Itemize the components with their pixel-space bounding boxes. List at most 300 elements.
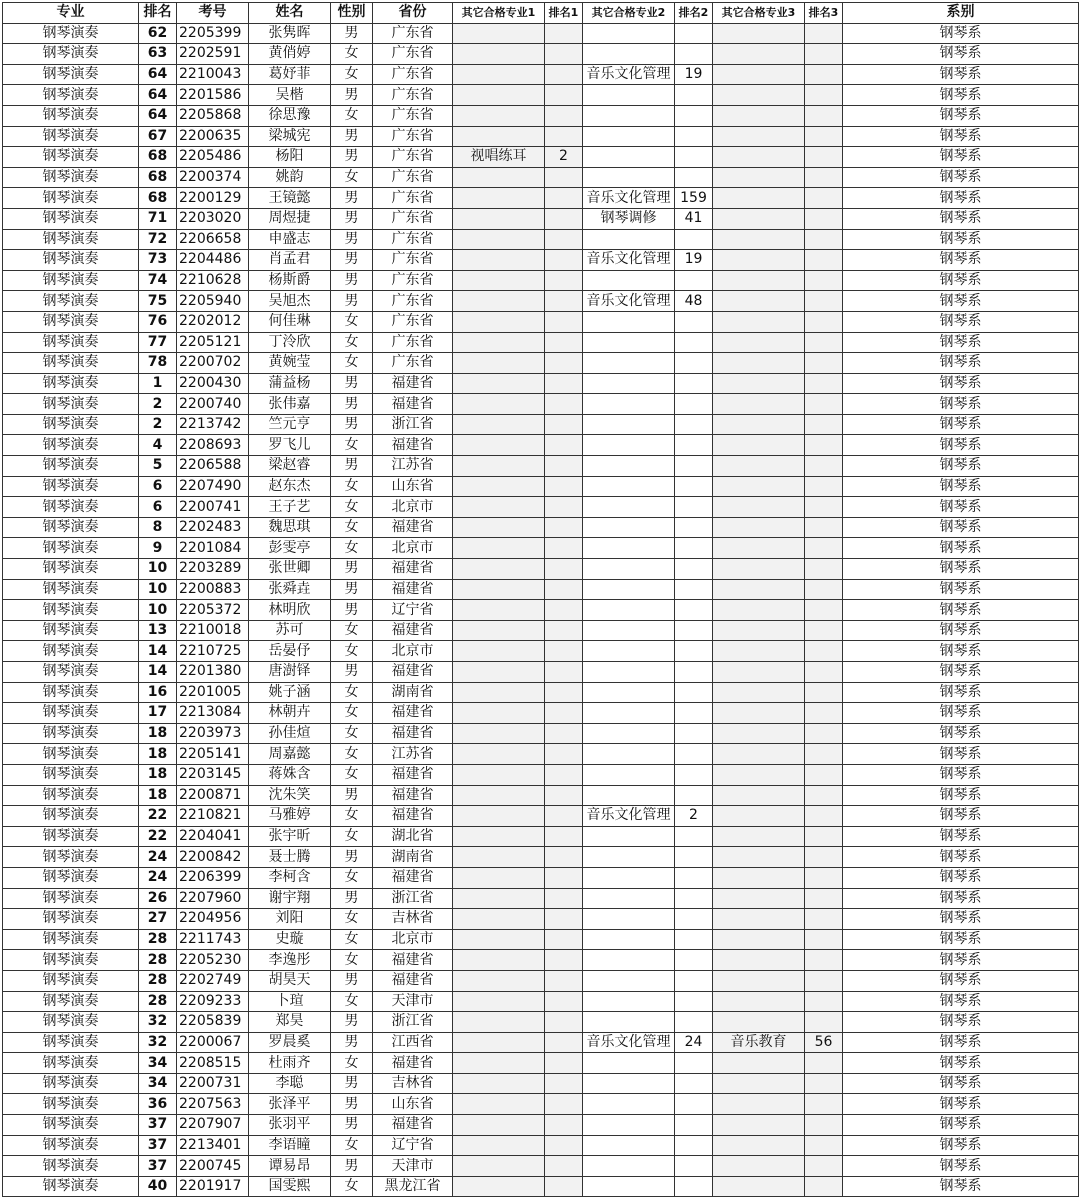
cell-other-major-1	[453, 517, 545, 538]
cell-student-name: 梁城宪	[249, 126, 331, 147]
cell-province: 广东省	[373, 44, 453, 65]
cell-province: 浙江省	[373, 888, 453, 909]
cell-other-major-2	[583, 147, 675, 168]
table-row	[3, 703, 1079, 724]
cell-exam-id: 2203289	[177, 559, 249, 580]
cell-other-major-3	[713, 147, 805, 168]
cell-rank-2	[675, 167, 713, 188]
table-row	[3, 662, 1079, 683]
cell-other-major-3	[713, 1053, 805, 1074]
cell-rank-1	[545, 1012, 583, 1033]
cell-exam-id: 2206588	[177, 456, 249, 477]
cell-other-major-2	[583, 435, 675, 456]
cell-rank-2	[675, 970, 713, 991]
cell-student-name: 史璇	[249, 929, 331, 950]
cell-exam-id: 2213401	[177, 1135, 249, 1156]
cell-rank: 18	[139, 785, 177, 806]
cell-department: 钢琴系	[843, 188, 1079, 209]
cell-rank-3	[805, 620, 843, 641]
cell-student-name: 李语瞳	[249, 1135, 331, 1156]
cell-other-major-3	[713, 456, 805, 477]
cell-exam-id: 2210043	[177, 64, 249, 85]
cell-rank: 22	[139, 806, 177, 827]
cell-rank-2	[675, 1176, 713, 1197]
cell-major: 钢琴演奏	[3, 744, 139, 765]
cell-gender: 女	[331, 1135, 373, 1156]
cell-rank-3	[805, 456, 843, 477]
cell-other-major-3	[713, 188, 805, 209]
cell-rank: 28	[139, 970, 177, 991]
cell-other-major-3	[713, 1094, 805, 1115]
cell-exam-id: 2203020	[177, 208, 249, 229]
cell-gender: 女	[331, 476, 373, 497]
cell-rank-1	[545, 703, 583, 724]
cell-department: 钢琴系	[843, 85, 1079, 106]
cell-rank: 27	[139, 909, 177, 930]
cell-other-major-1	[453, 662, 545, 683]
cell-rank-3	[805, 888, 843, 909]
cell-other-major-2	[583, 353, 675, 374]
cell-gender: 男	[331, 559, 373, 580]
cell-gender: 男	[331, 1073, 373, 1094]
cell-student-name: 罗晨奚	[249, 1032, 331, 1053]
table-row	[3, 105, 1079, 126]
cell-other-major-2: 钢琴调修	[583, 208, 675, 229]
table-row	[3, 229, 1079, 250]
cell-other-major-3	[713, 929, 805, 950]
cell-exam-id: 2200067	[177, 1032, 249, 1053]
cell-other-major-1	[453, 64, 545, 85]
cell-rank-2	[675, 497, 713, 518]
cell-major: 钢琴演奏	[3, 538, 139, 559]
cell-other-major-2: 音乐文化管理	[583, 188, 675, 209]
cell-rank-2	[675, 703, 713, 724]
cell-department: 钢琴系	[843, 826, 1079, 847]
cell-exam-id: 2207907	[177, 1115, 249, 1136]
table-row	[3, 167, 1079, 188]
cell-rank-2	[675, 1094, 713, 1115]
cell-gender: 男	[331, 785, 373, 806]
cell-rank-2	[675, 44, 713, 65]
table-row	[3, 785, 1079, 806]
cell-rank-3	[805, 353, 843, 374]
cell-rank-1	[545, 785, 583, 806]
header-gender: 性别	[331, 3, 373, 24]
cell-rank: 17	[139, 703, 177, 724]
cell-student-name: 赵东杰	[249, 476, 331, 497]
cell-other-major-1	[453, 270, 545, 291]
cell-major: 钢琴演奏	[3, 23, 139, 44]
cell-rank: 40	[139, 1176, 177, 1197]
cell-major: 钢琴演奏	[3, 559, 139, 580]
cell-rank: 28	[139, 929, 177, 950]
cell-exam-id: 2211743	[177, 929, 249, 950]
cell-rank-3	[805, 126, 843, 147]
cell-department: 钢琴系	[843, 641, 1079, 662]
cell-rank-1	[545, 44, 583, 65]
cell-rank: 64	[139, 85, 177, 106]
cell-gender: 男	[331, 579, 373, 600]
cell-rank-1	[545, 311, 583, 332]
cell-gender: 女	[331, 909, 373, 930]
cell-gender: 男	[331, 188, 373, 209]
cell-rank-2	[675, 517, 713, 538]
cell-rank-1	[545, 1073, 583, 1094]
cell-department: 钢琴系	[843, 1156, 1079, 1177]
cell-province: 黑龙江省	[373, 1176, 453, 1197]
cell-other-major-1	[453, 909, 545, 930]
cell-rank-2	[675, 373, 713, 394]
cell-major: 钢琴演奏	[3, 970, 139, 991]
cell-other-major-1	[453, 703, 545, 724]
table-row	[3, 847, 1079, 868]
cell-gender: 女	[331, 1176, 373, 1197]
cell-other-major-1	[453, 208, 545, 229]
cell-gender: 男	[331, 291, 373, 312]
cell-rank-3	[805, 929, 843, 950]
cell-rank: 10	[139, 579, 177, 600]
cell-rank-2	[675, 414, 713, 435]
table-row	[3, 1156, 1079, 1177]
cell-student-name: 申盛志	[249, 229, 331, 250]
cell-other-major-1	[453, 785, 545, 806]
cell-department: 钢琴系	[843, 44, 1079, 65]
cell-exam-id: 2200129	[177, 188, 249, 209]
cell-rank-2	[675, 85, 713, 106]
cell-other-major-3	[713, 662, 805, 683]
cell-gender: 男	[331, 373, 373, 394]
cell-rank-3	[805, 785, 843, 806]
cell-other-major-3	[713, 44, 805, 65]
header-department: 系别	[843, 3, 1079, 24]
cell-rank-3	[805, 394, 843, 415]
cell-student-name: 吴旭杰	[249, 291, 331, 312]
cell-department: 钢琴系	[843, 703, 1079, 724]
cell-rank-3	[805, 229, 843, 250]
cell-major: 钢琴演奏	[3, 620, 139, 641]
cell-rank-1	[545, 1094, 583, 1115]
cell-province: 广东省	[373, 85, 453, 106]
cell-student-name: 吴楷	[249, 85, 331, 106]
cell-rank-2	[675, 456, 713, 477]
cell-department: 钢琴系	[843, 662, 1079, 683]
cell-rank-2	[675, 579, 713, 600]
table-body	[3, 23, 1079, 1197]
cell-department: 钢琴系	[843, 909, 1079, 930]
cell-rank-2	[675, 1012, 713, 1033]
cell-exam-id: 2201380	[177, 662, 249, 683]
cell-department: 钢琴系	[843, 764, 1079, 785]
cell-gender: 女	[331, 517, 373, 538]
cell-student-name: 姚子涵	[249, 682, 331, 703]
cell-province: 北京市	[373, 497, 453, 518]
cell-gender: 女	[331, 641, 373, 662]
table-row	[3, 950, 1079, 971]
cell-rank: 26	[139, 888, 177, 909]
cell-rank-1	[545, 188, 583, 209]
cell-department: 钢琴系	[843, 806, 1079, 827]
cell-major: 钢琴演奏	[3, 1135, 139, 1156]
cell-exam-id: 2200702	[177, 353, 249, 374]
cell-other-major-3: 音乐教育	[713, 1032, 805, 1053]
cell-exam-id: 2204041	[177, 826, 249, 847]
cell-major: 钢琴演奏	[3, 105, 139, 126]
cell-other-major-3	[713, 723, 805, 744]
cell-exam-id: 2210725	[177, 641, 249, 662]
cell-other-major-1	[453, 888, 545, 909]
cell-province: 吉林省	[373, 1073, 453, 1094]
header-other-major-1: 其它合格专业1	[453, 3, 545, 24]
cell-other-major-3	[713, 435, 805, 456]
cell-rank-2	[675, 785, 713, 806]
cell-student-name: 肖孟君	[249, 250, 331, 271]
cell-student-name: 刘阳	[249, 909, 331, 930]
cell-rank-2	[675, 1115, 713, 1136]
cell-other-major-3	[713, 64, 805, 85]
cell-province: 浙江省	[373, 1012, 453, 1033]
cell-gender: 男	[331, 600, 373, 621]
cell-other-major-2	[583, 538, 675, 559]
cell-rank-2	[675, 682, 713, 703]
cell-major: 钢琴演奏	[3, 867, 139, 888]
cell-other-major-2	[583, 270, 675, 291]
cell-gender: 女	[331, 723, 373, 744]
cell-other-major-2	[583, 723, 675, 744]
cell-rank: 22	[139, 826, 177, 847]
cell-gender: 男	[331, 662, 373, 683]
cell-student-name: 黄婉莹	[249, 353, 331, 374]
cell-gender: 男	[331, 1156, 373, 1177]
cell-gender: 女	[331, 929, 373, 950]
cell-department: 钢琴系	[843, 126, 1079, 147]
cell-rank-3	[805, 991, 843, 1012]
cell-other-major-3	[713, 1135, 805, 1156]
cell-department: 钢琴系	[843, 1135, 1079, 1156]
cell-other-major-1	[453, 126, 545, 147]
cell-rank-1	[545, 250, 583, 271]
cell-rank: 4	[139, 435, 177, 456]
cell-gender: 女	[331, 764, 373, 785]
cell-exam-id: 2200374	[177, 167, 249, 188]
cell-rank: 18	[139, 744, 177, 765]
cell-rank-1	[545, 867, 583, 888]
cell-exam-id: 2205399	[177, 23, 249, 44]
cell-exam-id: 2205940	[177, 291, 249, 312]
cell-province: 江苏省	[373, 456, 453, 477]
cell-gender: 女	[331, 497, 373, 518]
cell-rank: 10	[139, 600, 177, 621]
cell-other-major-2: 音乐文化管理	[583, 64, 675, 85]
cell-major: 钢琴演奏	[3, 291, 139, 312]
cell-major: 钢琴演奏	[3, 909, 139, 930]
cell-province: 福建省	[373, 703, 453, 724]
cell-rank: 6	[139, 497, 177, 518]
cell-other-major-2	[583, 888, 675, 909]
cell-exam-id: 2209233	[177, 991, 249, 1012]
cell-rank-3	[805, 538, 843, 559]
cell-rank-3	[805, 1115, 843, 1136]
cell-rank-1	[545, 1135, 583, 1156]
cell-department: 钢琴系	[843, 620, 1079, 641]
cell-gender: 女	[331, 826, 373, 847]
cell-other-major-2	[583, 517, 675, 538]
table-row	[3, 1053, 1079, 1074]
cell-exam-id: 2213084	[177, 703, 249, 724]
cell-gender: 男	[331, 250, 373, 271]
cell-rank-3	[805, 1012, 843, 1033]
cell-other-major-2	[583, 126, 675, 147]
cell-other-major-3	[713, 1176, 805, 1197]
cell-student-name: 胡昊天	[249, 970, 331, 991]
cell-province: 广东省	[373, 311, 453, 332]
cell-province: 福建省	[373, 950, 453, 971]
cell-other-major-1	[453, 435, 545, 456]
cell-rank-3: 56	[805, 1032, 843, 1053]
cell-major: 钢琴演奏	[3, 785, 139, 806]
cell-rank-1	[545, 538, 583, 559]
table-row	[3, 332, 1079, 353]
table-row	[3, 270, 1079, 291]
cell-rank-3	[805, 1156, 843, 1177]
cell-rank-3	[805, 476, 843, 497]
cell-rank-2	[675, 105, 713, 126]
cell-rank-3	[805, 332, 843, 353]
cell-exam-id: 2205868	[177, 105, 249, 126]
cell-department: 钢琴系	[843, 311, 1079, 332]
cell-gender: 男	[331, 1115, 373, 1136]
cell-exam-id: 2200883	[177, 579, 249, 600]
cell-rank-1	[545, 373, 583, 394]
cell-student-name: 岳晏伃	[249, 641, 331, 662]
cell-exam-id: 2207563	[177, 1094, 249, 1115]
cell-other-major-3	[713, 270, 805, 291]
cell-rank-1	[545, 414, 583, 435]
table-row	[3, 641, 1079, 662]
cell-other-major-2	[583, 682, 675, 703]
cell-province: 福建省	[373, 806, 453, 827]
cell-department: 钢琴系	[843, 1094, 1079, 1115]
cell-rank-1	[545, 826, 583, 847]
cell-other-major-3	[713, 950, 805, 971]
cell-gender: 女	[331, 867, 373, 888]
table-row	[3, 250, 1079, 271]
cell-rank-2	[675, 559, 713, 580]
cell-department: 钢琴系	[843, 1053, 1079, 1074]
cell-other-major-1	[453, 1012, 545, 1033]
cell-rank-3	[805, 23, 843, 44]
cell-rank-2: 19	[675, 250, 713, 271]
cell-student-name: 黄俏婷	[249, 44, 331, 65]
cell-other-major-3	[713, 208, 805, 229]
cell-department: 钢琴系	[843, 950, 1079, 971]
table-row	[3, 600, 1079, 621]
cell-gender: 女	[331, 703, 373, 724]
cell-rank-2	[675, 929, 713, 950]
cell-rank-1	[545, 764, 583, 785]
cell-department: 钢琴系	[843, 414, 1079, 435]
cell-other-major-3	[713, 991, 805, 1012]
cell-exam-id: 2210628	[177, 270, 249, 291]
cell-other-major-2	[583, 394, 675, 415]
cell-major: 钢琴演奏	[3, 476, 139, 497]
cell-other-major-2	[583, 229, 675, 250]
cell-student-name: 张羽平	[249, 1115, 331, 1136]
cell-major: 钢琴演奏	[3, 1073, 139, 1094]
cell-gender: 男	[331, 888, 373, 909]
cell-other-major-1	[453, 826, 545, 847]
cell-rank: 72	[139, 229, 177, 250]
cell-rank: 74	[139, 270, 177, 291]
cell-other-major-3	[713, 744, 805, 765]
cell-other-major-2	[583, 1156, 675, 1177]
cell-department: 钢琴系	[843, 538, 1079, 559]
cell-gender: 男	[331, 85, 373, 106]
cell-rank-1	[545, 909, 583, 930]
table-row	[3, 126, 1079, 147]
cell-rank-2: 2	[675, 806, 713, 827]
cell-other-major-2	[583, 847, 675, 868]
cell-other-major-3	[713, 785, 805, 806]
cell-gender: 男	[331, 847, 373, 868]
cell-exam-id: 2200745	[177, 1156, 249, 1177]
cell-other-major-1	[453, 970, 545, 991]
table-row	[3, 64, 1079, 85]
cell-province: 福建省	[373, 559, 453, 580]
cell-other-major-2	[583, 85, 675, 106]
cell-exam-id: 2210821	[177, 806, 249, 827]
cell-rank-2	[675, 641, 713, 662]
cell-rank: 67	[139, 126, 177, 147]
cell-other-major-1	[453, 229, 545, 250]
cell-student-name: 孙佳煊	[249, 723, 331, 744]
cell-gender: 女	[331, 620, 373, 641]
cell-department: 钢琴系	[843, 1176, 1079, 1197]
cell-province: 广东省	[373, 208, 453, 229]
cell-rank: 64	[139, 64, 177, 85]
cell-rank-3	[805, 167, 843, 188]
table-row	[3, 147, 1079, 168]
cell-rank-2	[675, 332, 713, 353]
cell-province: 山东省	[373, 476, 453, 497]
cell-student-name: 谭易昂	[249, 1156, 331, 1177]
cell-department: 钢琴系	[843, 229, 1079, 250]
cell-department: 钢琴系	[843, 250, 1079, 271]
cell-other-major-1	[453, 600, 545, 621]
cell-student-name: 梁赵睿	[249, 456, 331, 477]
cell-exam-id: 2207490	[177, 476, 249, 497]
cell-rank-1	[545, 229, 583, 250]
cell-other-major-2	[583, 991, 675, 1012]
cell-gender: 女	[331, 44, 373, 65]
cell-other-major-2	[583, 23, 675, 44]
cell-other-major-2: 音乐文化管理	[583, 250, 675, 271]
cell-other-major-2	[583, 311, 675, 332]
cell-province: 辽宁省	[373, 600, 453, 621]
cell-other-major-1	[453, 806, 545, 827]
cell-other-major-3	[713, 291, 805, 312]
cell-rank-1	[545, 1053, 583, 1074]
cell-gender: 女	[331, 353, 373, 374]
cell-other-major-2	[583, 1115, 675, 1136]
cell-major: 钢琴演奏	[3, 682, 139, 703]
cell-student-name: 张世卿	[249, 559, 331, 580]
cell-other-major-2	[583, 703, 675, 724]
table-row	[3, 682, 1079, 703]
cell-other-major-1	[453, 291, 545, 312]
cell-rank-1	[545, 620, 583, 641]
cell-exam-id: 2201917	[177, 1176, 249, 1197]
cell-other-major-2	[583, 867, 675, 888]
